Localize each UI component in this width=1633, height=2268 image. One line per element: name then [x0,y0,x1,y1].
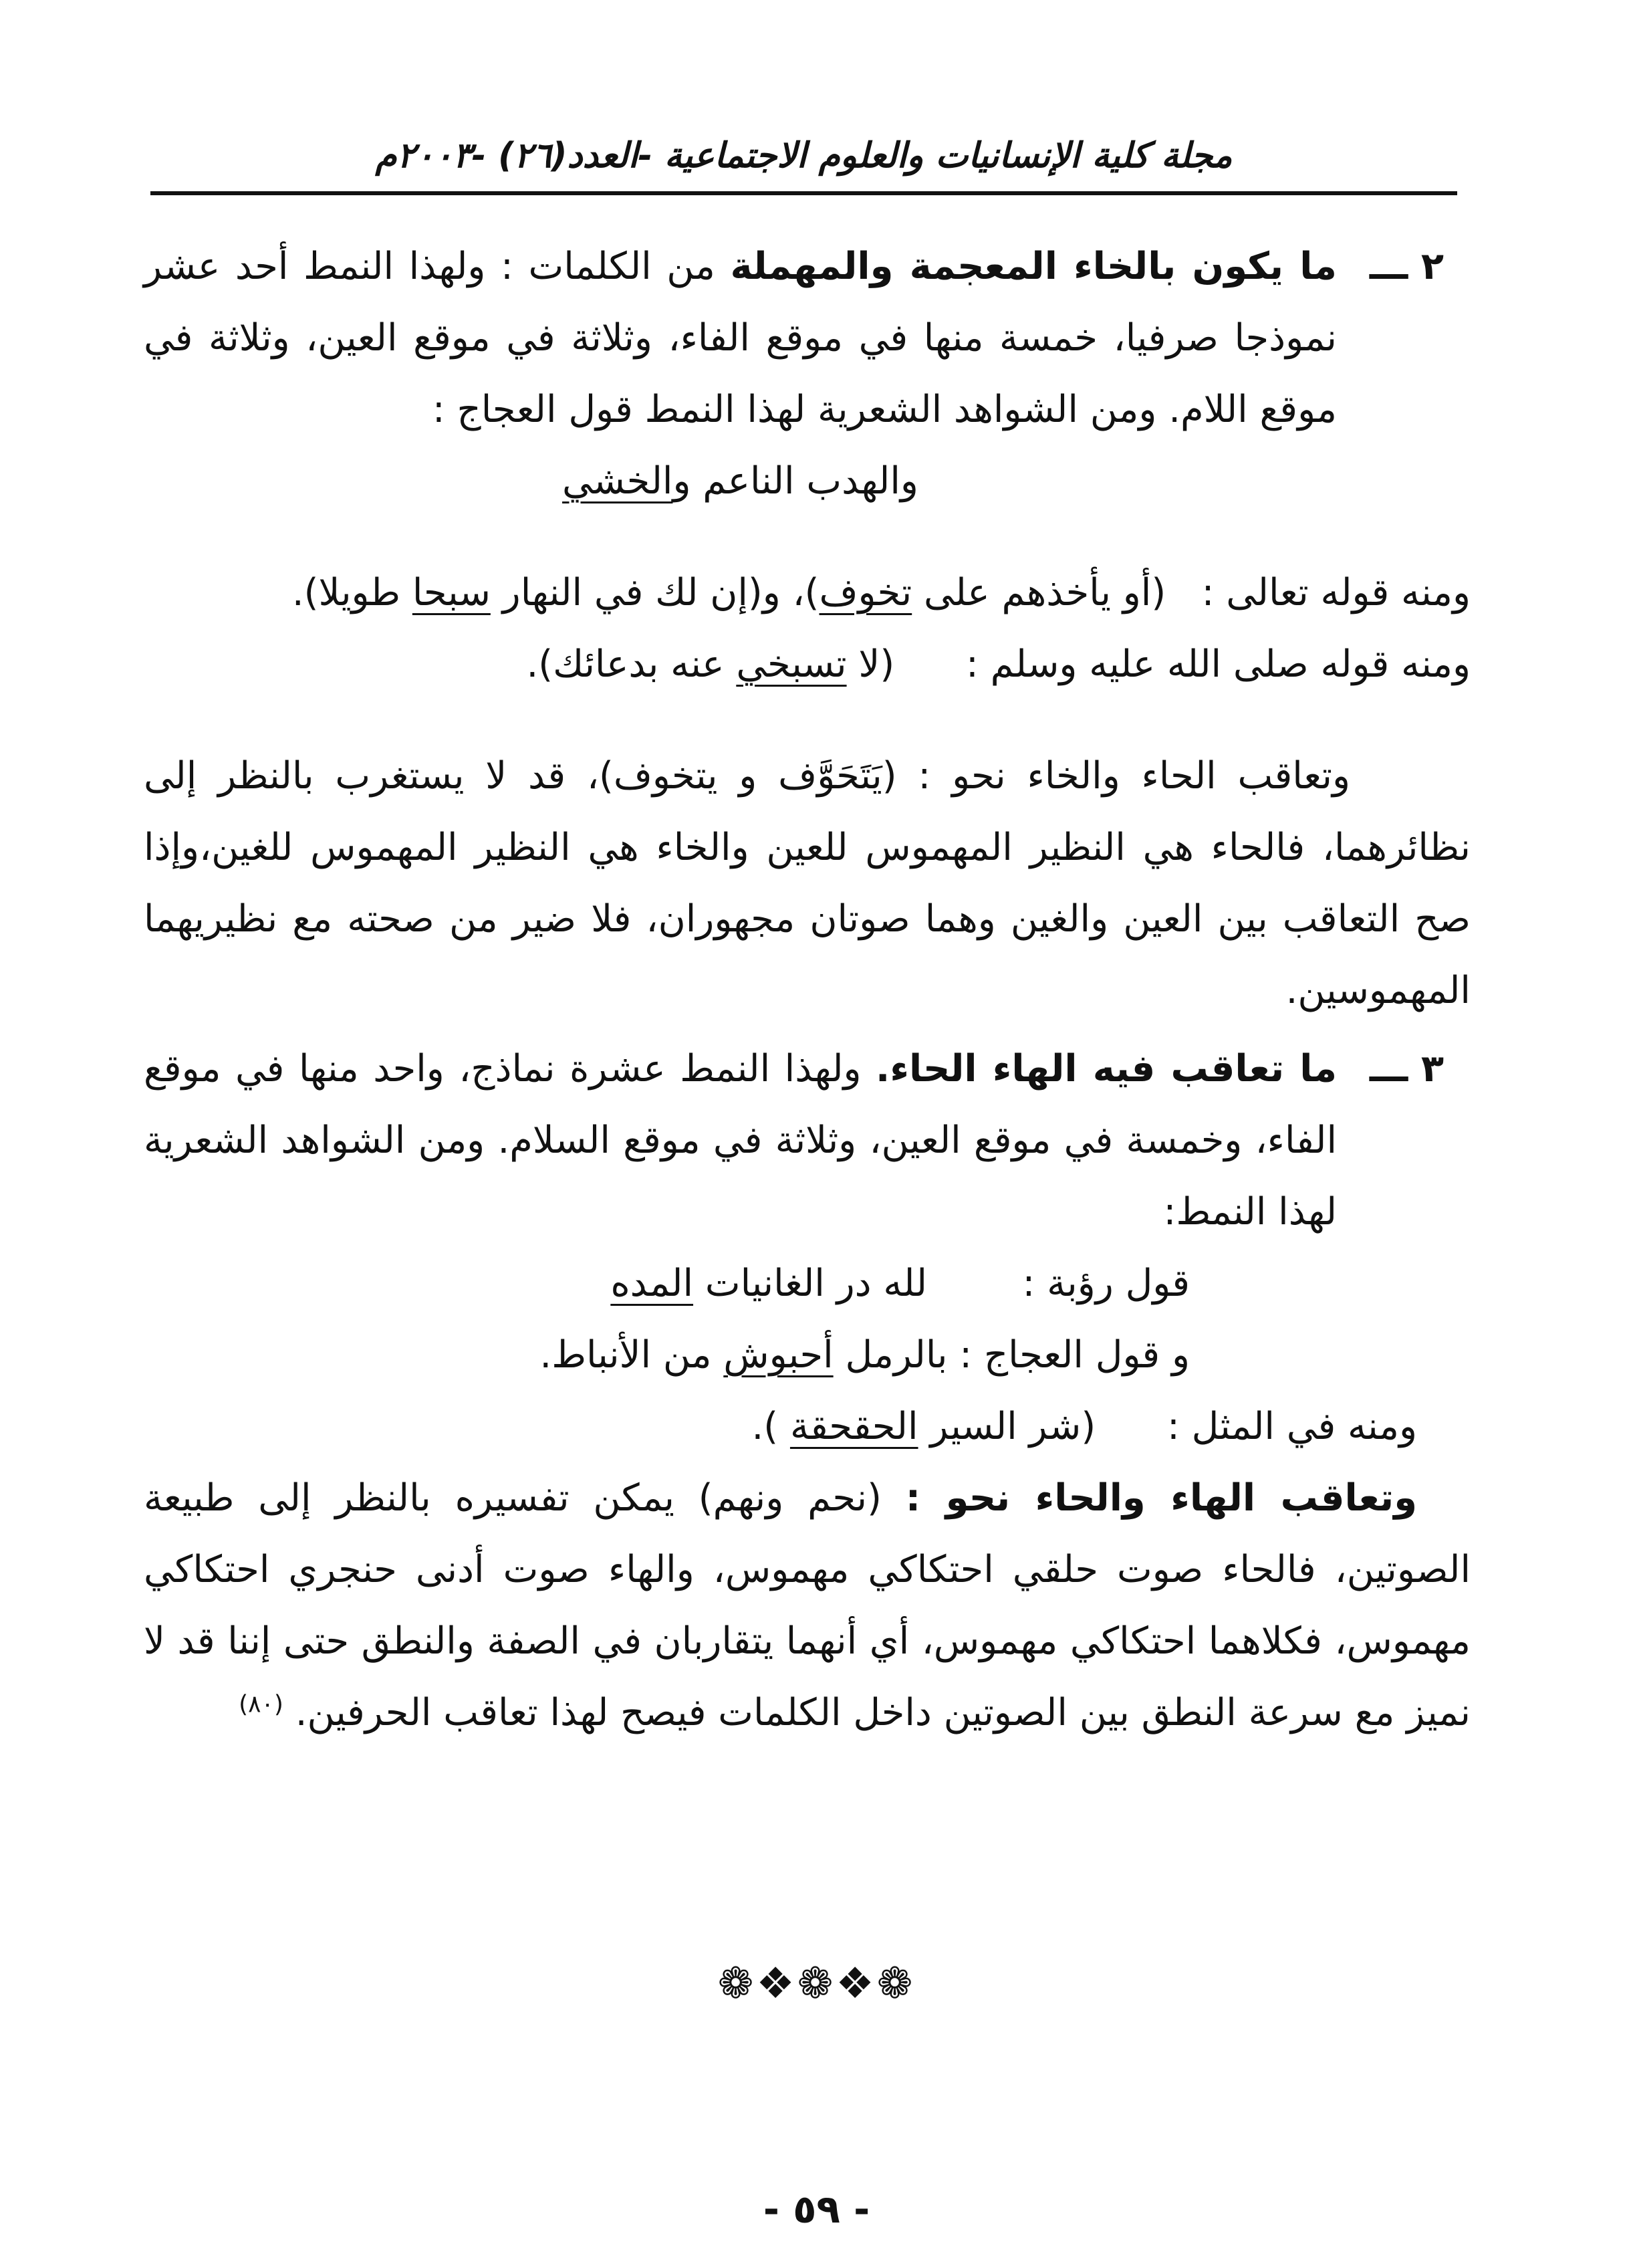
paragraph-ha-ha-heading: وتعاقب الهاء والحاء نحو : [905,1476,1417,1520]
verse-ruba: قول رؤبة : لله در الغانيات المده [610,1262,1190,1305]
article-body [144,231,1471,1748]
journal-title: مجلة كلية الإنسانيات والعلوم الاجتماعية -العدد(٢٦) -٢٠٠٣م [375,136,1233,176]
section-3-paragraph: ما تعاقب فيه الهاء الحاء. ولهذا النمط عشرة نماذج، واحد منها في موقع الفاء، وخمسة في موقع العين، وثلاثة في موقع السلام. ومن الشواهد الشعرية لهذا النمط: [144,1047,1337,1234]
section-2 [144,231,1471,517]
journal-header [150,127,1457,195]
section-2-heading: ما يكون بالخاء المعجمة والمهملة [730,245,1337,288]
paragraph-ha-kha: وتعاقب الحاء والخاء نحو : (يَتَحَوَّف و يتخوف)، قد لا يستغرب بالنظر إلى نظائرهما، فالحاء هي النظير المهموس للعين والخاء هي النظير المهموس للغين،وإذا صح التعاقب بين العين والغين وهما صوتان مجهوران، فلا ضير من صحته مع نظيريهما المهموسين. [144,754,1471,1012]
verse-highlighted-word: الخشي [562,459,673,503]
footnote-marker[interactable]: (٨٠) [239,1690,283,1718]
section-3-number: ٣ ـــ [1369,1047,1444,1091]
proverb-quote: ومنه في المثل : (شر السير الحقحقة ). [751,1405,1417,1448]
page-number: - ٥٩ - [763,2186,870,2232]
section-2-paragraph: ما يكون بالخاء المعجمة والمهملة من الكلمات : ولهذا النمط أحد عشر نموذجا صرفيا، خمسة منها في موقع الفاء، وثلاثة في موقع العين، وثلاثة في موقع اللام. ومن الشواهد الشعرية لهذا النمط قول العجاج : [144,245,1337,431]
section-2-number: ٢ ـــ [1369,245,1444,288]
hadith-quote: ومنه قوله صلى الله عليه وسلم : (لا تسبخي عنه بدعائك). [526,643,1471,686]
section-2-verse: والهدب الناعم والخشي [562,459,918,503]
section-divider-ornament [0,1959,1633,2009]
section-3-heading: ما تعاقب فيه الهاء الحاء. [876,1047,1337,1091]
section-3 [144,1033,1471,1248]
verse-ajjaj: و قول العجاج : بالرمل أحبوش من الأنباط. [539,1333,1190,1377]
paragraph-ha-ha: وتعاقب الهاء والحاء نحو : (نحم ونهم) يمكن تفسيره بالنظر إلى طبيعة الصوتين، فالحاء صوت حلقي احتكاكي مهموس، والهاء صوت أدنى حنجري احتكاكي مهموس، فكلاهما احتكاكي مهموس، أي أنهما يتقاربان في الصفة والنطق حتى إننا قد لا نميز مع سرعة النطق بين الصوتين داخل الكلمات فيصح لهذا تعاقب الحرفين. $^{(٨٠)}$ [144,1476,1471,1734]
quran-quote: ومنه قوله تعالى : (أو يأخذهم على تخوف)، و(إن لك في النهار سبحا طويلا). [291,571,1471,614]
ornament-glyphs: ❁❖❁❖❁ [717,1959,916,2009]
